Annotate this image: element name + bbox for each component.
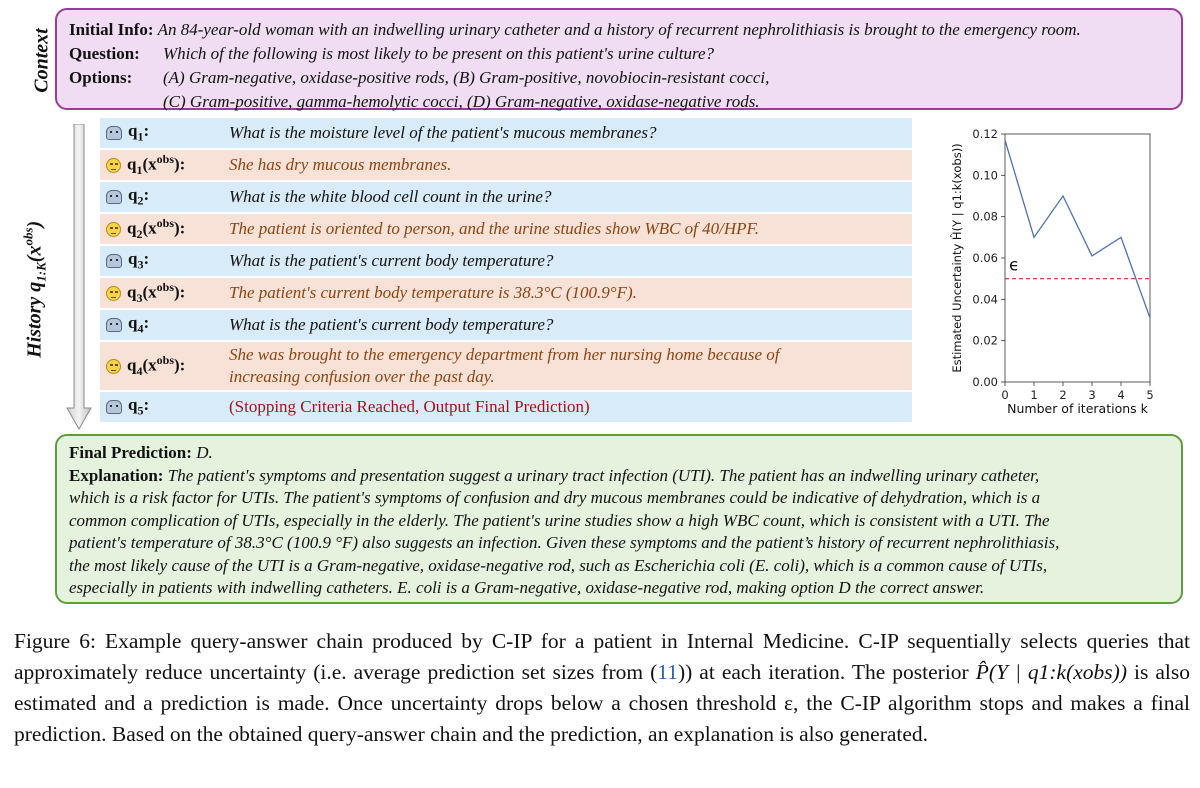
x-tick-label: 3 <box>1088 388 1096 402</box>
robot-icon <box>106 400 122 414</box>
query-label <box>100 310 217 340</box>
final-prediction-box <box>55 434 1183 604</box>
y-tick-label: 0.04 <box>972 292 998 307</box>
explanation-line-6: especially in patients with indwelling catheters. E. coli is a Gram-negative, oxidase-negative rod, making option D the correct answer. <box>69 578 985 597</box>
history-query-row <box>100 118 912 148</box>
explanation-line-4: patient's temperature of 38.3°C (100.9 °F) also suggests an infection. Given these symptoms and the patient’s history of recurrent nephrolithiasis, <box>69 533 1060 552</box>
history-query-row <box>100 182 912 212</box>
history-query-row <box>100 392 912 422</box>
history-list <box>100 118 912 424</box>
robot-icon <box>106 254 122 268</box>
y-tick-label: 0.12 <box>972 127 998 141</box>
answer-label <box>100 278 217 308</box>
history-answer-row <box>100 342 912 390</box>
answer-text: The patient's current body temperature is 38.3°C (100.9°F). <box>217 278 912 308</box>
x-axis-label: Number of iterations k <box>1007 401 1148 416</box>
query-label <box>100 392 217 422</box>
row-label-text: $q_2$: <box>128 185 150 208</box>
answer-text: The patient is oriented to person, and the urine studies show WBC of 40/HPF. <box>217 214 912 244</box>
row-label-text: $q_4$: <box>128 313 150 336</box>
row-label-text: $q_2(x^{obs})$: <box>127 215 186 242</box>
y-axis-label: Estimated Uncertainty Ĥ(Y | q1:k(xobs)) <box>950 143 964 373</box>
patient-face-icon <box>106 286 121 301</box>
explanation-line-3: common complication of UTIs, especially in the elderly. The patient's urine studies show a high WBC count, which is consistent with a UTI. The <box>69 510 1050 530</box>
final-prediction-line <box>69 442 1169 465</box>
x-tick-label: 4 <box>1117 388 1125 402</box>
answer-label <box>100 150 217 180</box>
answer-label <box>100 342 217 390</box>
question-key: Question: <box>69 44 140 63</box>
patient-face-icon <box>106 359 121 374</box>
patient-face-icon <box>106 222 121 237</box>
question-text: Which of the following is most likely to be present on this patient's urine culture? <box>163 44 715 63</box>
options-text-2: (C) Gram-positive, gamma-hemolytic cocci, (D) Gram-negative, oxidase-negative rods. <box>163 92 760 111</box>
explanation-block <box>69 465 1169 600</box>
uncertainty-chart <box>930 116 1190 428</box>
y-tick-label: 0.10 <box>972 168 998 183</box>
query-label <box>100 118 217 148</box>
threshold-label: ϵ <box>1009 255 1020 276</box>
row-label-text: $q_3$: <box>128 249 150 272</box>
history-answer-row <box>100 214 912 244</box>
row-label-text: $q_3(x^{obs})$: <box>127 279 186 306</box>
figure-caption: Figure 6: Example query-answer chain produced by C-IP for a patient in Internal Medicine. C-IP sequentially selects queries that approximately reduce uncertainty (i.e. average prediction set sizes from (11)) at each iteration. The posterior P̂(Y | q1:k(xobs)) is also estimated and a prediction is made. Once uncertainty drops below a chosen threshold ε, the C-IP algorithm stops and makes a final prediction. Based on the obtained query-answer chain and the prediction, an explanation is also generated. <box>14 629 1190 746</box>
explanation-line-1: The patient's symptoms and presentation suggest a urinary tract infection (UTI). The patient has an indwelling urinary catheter, <box>167 465 1040 485</box>
y-tick-label: 0.06 <box>972 251 998 265</box>
explanation-key: Explanation: <box>69 465 164 485</box>
options-text-1: (A) Gram-negative, oxidase-positive rods, (B) Gram-positive, novobiocin-resistant cocci, <box>163 68 770 87</box>
initial-info-line <box>69 18 1171 42</box>
answer-text: She has dry mucous membranes. <box>217 150 912 180</box>
explanation-line-2: which is a risk factor for UTIs. The patient's symptoms of confusion and dry mucous membranes could be indicative of dehydration, which is a <box>69 488 1041 507</box>
x-tick-label: 2 <box>1059 388 1067 402</box>
history-answer-row <box>100 278 912 308</box>
query-text: What is the patient's current body temperature? <box>217 246 912 276</box>
robot-icon <box>106 318 122 332</box>
final-prediction-value: D. <box>196 443 213 462</box>
initial-info-key: Initial Info: <box>69 20 154 39</box>
question-line <box>69 42 1171 66</box>
context-box <box>55 8 1183 110</box>
row-label-text: $q_1$: <box>128 121 150 144</box>
y-tick-label: 0.00 <box>972 375 998 389</box>
uncertainty-series-line <box>1005 140 1150 318</box>
y-tick-label: 0.02 <box>972 333 998 348</box>
answer-label <box>100 214 217 244</box>
robot-icon <box>106 190 122 204</box>
explanation-line-5: the most likely cause of the UTI is a Gram-negative, oxidase-negative rod, such as Escherichia coli (E. coli), which is a common cause of UTIs, <box>69 555 1048 575</box>
query-text: What is the patient's current body temperature? <box>217 310 912 340</box>
history-side-label: History $q_{1:K}(x^{obs})$ <box>20 220 49 358</box>
query-label <box>100 246 217 276</box>
history-answer-row <box>100 150 912 180</box>
final-prediction-key: Final Prediction: <box>69 443 192 462</box>
query-text: (Stopping Criteria Reached, Output Final Prediction) <box>217 392 912 422</box>
row-label-text: $q_5$: <box>128 395 150 418</box>
patient-face-icon <box>106 158 121 173</box>
answer-text: She was brought to the emergency department from her nursing home because of increasing confusion over the past day. <box>217 342 912 390</box>
options-line <box>69 66 1171 90</box>
history-query-row <box>100 246 912 276</box>
query-label <box>100 182 217 212</box>
context-side-label: Context <box>30 28 53 93</box>
options-line-2 <box>69 90 1171 114</box>
row-label-text: $q_1(x^{obs})$: <box>127 151 186 178</box>
y-tick-label: 0.08 <box>972 209 998 224</box>
x-tick-label: 1 <box>1030 388 1038 402</box>
history-query-row <box>100 310 912 340</box>
x-tick-label: 0 <box>1001 388 1009 402</box>
history-down-arrow-icon <box>66 124 92 430</box>
query-text: What is the moisture level of the patient's mucous membranes? <box>217 118 912 148</box>
citation-link[interactable]: 11 <box>657 660 678 684</box>
posterior-formula: P̂(Y | q1:k(xobs)) <box>975 660 1127 684</box>
options-key: Options: <box>69 68 133 87</box>
x-tick-label: 5 <box>1146 388 1154 402</box>
query-text: What is the white blood cell count in the urine? <box>217 182 912 212</box>
initial-info-text: An 84-year-old woman with an indwelling urinary catheter and a history of recurrent nephrolithiasis is brought to the emergency room. <box>157 20 1081 39</box>
robot-icon <box>106 126 122 140</box>
row-label-text: $q_4(x^{obs})$: <box>127 352 186 379</box>
